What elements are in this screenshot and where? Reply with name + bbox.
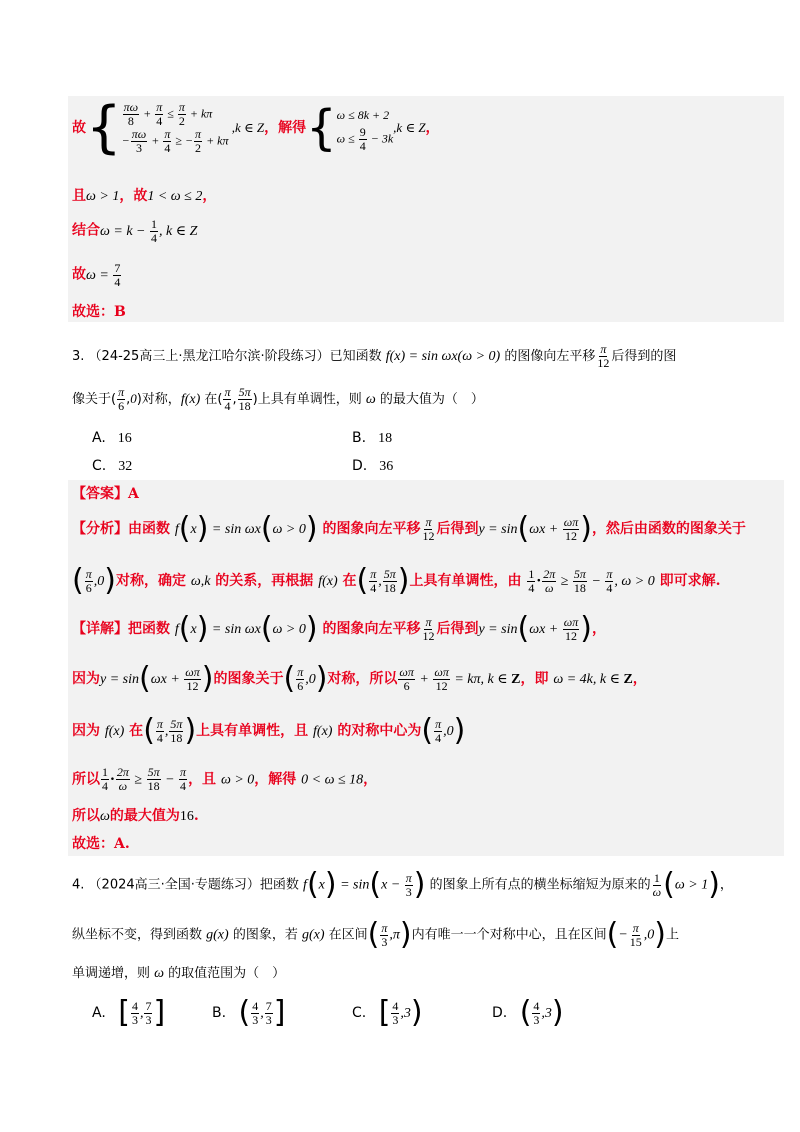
jiede-label: ，解得 <box>264 120 307 136</box>
detail-line-1: 【详解】把函数 f(x) = sin ωx(ω > 0) 的图象向左平移 $\frac{\pi}{12}$ 后得到y = sin(ωx + $\frac{\omega\pi}{12}$ )， <box>72 611 606 646</box>
result-line: 故ω = $\frac{7}{4}$ <box>72 261 121 289</box>
q3-option-a[interactable]: A. 16 <box>92 430 132 446</box>
condition-line: 且ω > 1，故1 < ω ≤ 2， <box>72 188 217 204</box>
question-4-line-3: 单调递增，则 ω 的取值范围为（ ） <box>72 966 286 981</box>
q4-option-b[interactable]: B. ( $\frac{4}{3}$ , $\frac{7}{3}$ ] <box>212 995 286 1030</box>
question-3-source: （24-25高三上·黑龙江哈尔滨·阶段练习） <box>88 349 330 364</box>
q3-option-d[interactable]: D. 36 <box>352 458 394 474</box>
choice-line-1: 故选：B <box>72 304 126 320</box>
question-4-line-2: 纵坐标不变，得到函数 g(x) 的图象，若 g(x) 在区间( $\frac{\pi}{3}$ ,π)内有唯一一个对称中心，且在区间(− $\frac{\pi}{15}$ ,0)上 <box>72 917 680 952</box>
question-4-line-1: 4. （2024高三·全国·专题练习）把函数 f(x) = sin(x − $\frac{\pi}{3}$ ) 的图象上所有点的横坐标缩短为原来的 $\frac{1}{\omega}$ (ω > 1)， <box>72 867 733 902</box>
q4-option-c[interactable]: C. [ $\frac{4}{3}$ ,3) <box>352 995 423 1030</box>
analysis-line-1: 【分析】由函数 f(x) = sin ωx(ω > 0) 的图象向左平移 $\frac{\pi}{12}$ 后得到y = sin(ωx + $\frac{\omega\pi}{12}$ )，然后由函数的图象关于 <box>72 511 746 546</box>
q3-option-b[interactable]: B. 18 <box>352 430 393 446</box>
question-3-number: 3. <box>72 349 85 364</box>
system-line: 故{ $\frac{\pi\omega}{8}$ + $\frac{\pi}{4}$ ≤ $\frac{\pi}{2}$ + kπ − $\frac{\pi\omega}{3}$ + $\frac{\pi}{4}$ ≥ − $\frac{\pi}{2}$ + kπ ,k ∈ Z，解得{ ω ≤ 8k + 2 ω ≤ $\frac{9}{4}$ − 3k ,k ∈ Z， <box>72 95 440 160</box>
q4-option-a[interactable]: A. [ $\frac{4}{3}$ , $\frac{7}{3}$ ] <box>92 995 166 1030</box>
detail-line-2: 因为y = sin(ωx + $\frac{\omega\pi}{12}$ )的图象关于( $\frac{\pi}{6}$ ,0)对称，所以 $\frac{\omega\pi}{6}$ + $\frac{\omega\pi}{12}$ = kπ, k ∈ Z，即 ω = 4k, k ∈ Z， <box>72 661 647 696</box>
inequality-system-2: ω ≤ 8k + 2 ω ≤ $\frac{9}{4}$ − 3k <box>336 107 394 153</box>
q4-option-d[interactable]: D. ( $\frac{4}{3}$ ,3) <box>492 995 564 1030</box>
detail-line-4: 所以 $\frac{1}{4}$ · $\frac{2\pi}{\omega}$ ≥ $\frac{5\pi}{18}$ − $\frac{\pi}{4}$ ，且 ω > 0，解得 0 < ω ≤ 18， <box>72 765 378 793</box>
combine-line: 结合ω = k − $\frac{1}{4}$ , k ∈ Z <box>72 217 198 245</box>
choice-line-2: 故选：A. <box>72 836 130 852</box>
detail-line-5: 所以ω的最大值为16. <box>72 808 199 824</box>
question-3-line-1: 3. （24-25高三上·黑龙江哈尔滨·阶段练习）已知函数 f(x) = sin ωx(ω > 0) 的图像向左平移 $\frac{\pi}{12}$ 后得到的图 <box>72 342 677 370</box>
inequality-system-1: $\frac{\pi\omega}{8}$ + $\frac{\pi}{4}$ ≤ $\frac{\pi}{2}$ + kπ − $\frac{\pi\omega}{3}$ + $\frac{\pi}{4}$ ≥ − $\frac{\pi}{2}$ + kπ <box>121 100 229 155</box>
question-3-line-2: 像关于( $\frac{\pi}{6}$ ,0)对称，f(x) 在( $\frac{\pi}{4}$ , $\frac{5\pi}{18}$ )上具有单调性，则 ω 的最大值为（ ） <box>72 385 484 413</box>
detail-line-3: 因为 f(x) 在( $\frac{\pi}{4}$ , $\frac{5\pi}{18}$ )上具有单调性，且 f(x) 的对称中心为( $\frac{\pi}{4}$ ,0) <box>72 713 466 748</box>
answer-line: 【答案】A <box>72 486 139 502</box>
gu-label: 故 <box>72 120 86 136</box>
q3-option-c[interactable]: C. 32 <box>92 458 133 474</box>
analysis-line-2: ( $\frac{\pi}{6}$ ,0)对称，确定 ω,k 的关系，再根据 f(x) 在( $\frac{\pi}{4}$ , $\frac{5\pi}{18}$ )上具有单调性，由 $\frac{1}{4}$ · $\frac{2\pi}{\omega}$ ≥ $\frac{5\pi}{18}$ − $\frac{\pi}{4}$ , ω > 0 即可求解. <box>72 563 721 598</box>
